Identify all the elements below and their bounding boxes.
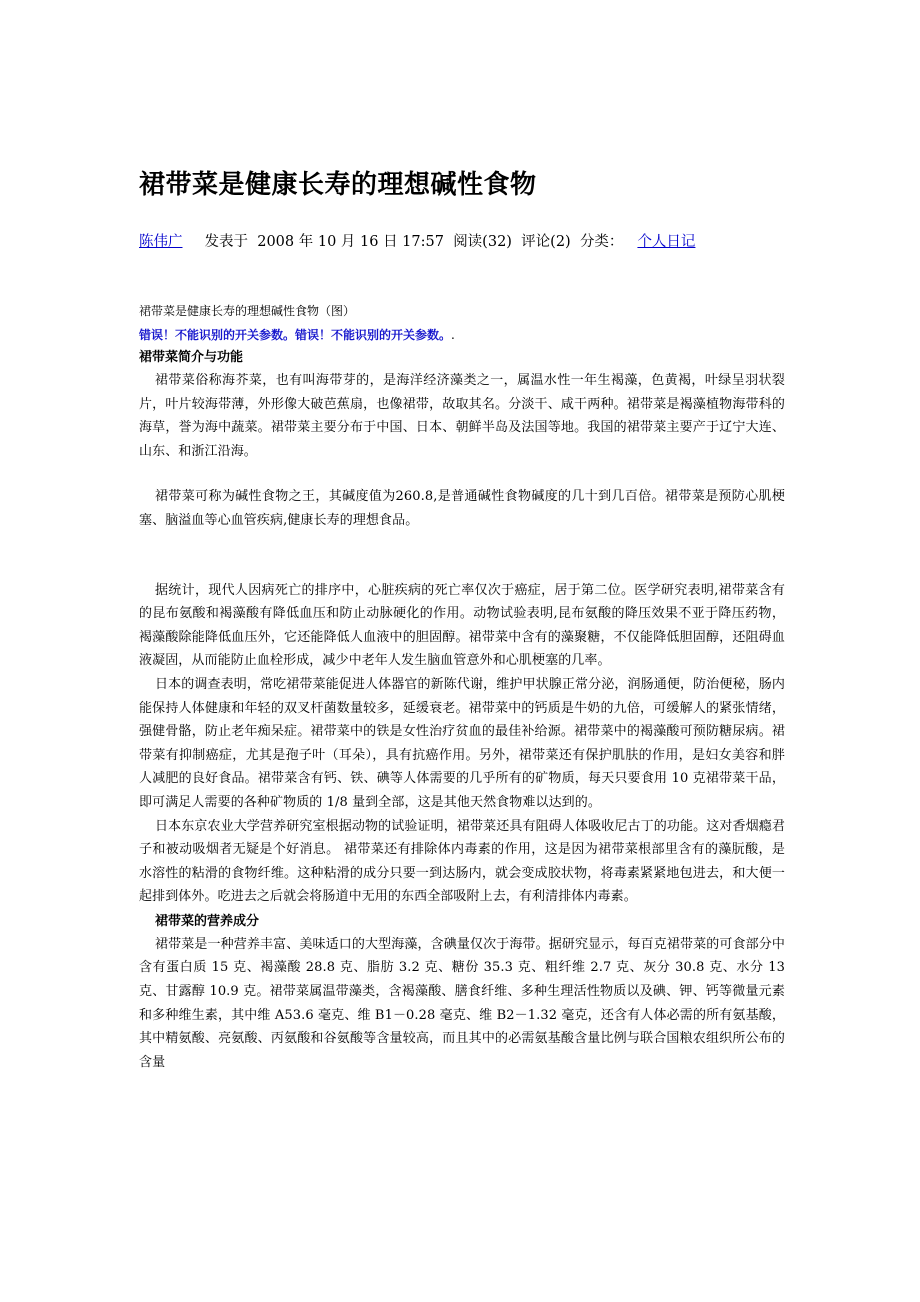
error-tail: . [451,328,455,342]
article-meta [139,230,695,251]
article-body [139,301,785,1074]
section-heading-nutrition: 裙带菜的营养成分 [155,913,260,929]
category-link[interactable]: 个人日记 [637,234,696,250]
paragraph: 据统计，现代人因病死亡的排序中，心脏疾病的死亡率仅次于癌症，居于第二位。医学研究表明,裙带菜含有的昆布氨酸和褐藻酸有降低血压和防止动脉硬化的作用。动物试验表明,昆布氨酸的降压效果不亚于降压药物，褐藻酸除能降低血压外，它还能降低人血液中的胆固醇。裙带菜中含有的藻聚糖，不仅能降低胆固醇，还阻碍血液凝固，从而能防止血栓形成，减少中老年人发生脑血管意外和心肌梗塞的几率。 [139,582,785,669]
paragraph: 日本的调查表明，常吃裙带菜能促进人体器官的新陈代谢，维护甲状腺正常分泌，润肠通便，防治便秘，肠内能保持人体健康和年轻的双叉杆菌数量较多，延缓衰老。裙带菜中的钙质是牛奶的九倍，可缓解人的紧张情绪，强健骨骼，防止老年痴呆症。裙带菜中的铁是女性治疗贫血的最佳补给源。裙带菜中的褐藻酸可预防糖尿病。裙带菜有抑制癌症，尤其是孢子叶（耳朵），具有抗癌作用。另外，裙带菜还有保护肌肤的作用，是妇女美容和胖人减肥的良好食品。裙带菜含有钙、铁、碘等人体需要的几乎所有的矿物质，每天只要食用 10 克裙带菜干品，即可满足人需要的各种矿物质的 1/8 量到全部，这是其他天然食物难以达到的。 [139,676,785,810]
paragraph: 裙带菜可称为碱性食物之王，其碱度值为260.8,是普通碱性食物碱度的几十到几百倍。裙带菜是预防心肌梗塞、脑溢血等心血管疾病,健康长寿的理想食品。 [139,489,785,528]
comment-count: 评论(2) [521,234,571,250]
section-heading-intro: 裙带菜简介与功能 [139,350,244,365]
error-text: 错误！不能识别的开关参数。错误！不能识别的开关参数。 [139,328,452,342]
paragraph: 日本东京农业大学营养研究室根据动物的试验证明，裙带菜还具有阻碍人体吸收尼古丁的功能。这对香烟瘾君子和被动吸烟者无疑是个好消息。 裙带菜还有排除体内毒素的作用，这是因为裙带菜根部里含有的藻朊酸，是水溶性的粘滑的食物纤维。这种粘滑的成分只要一到达肠内，就会变成胶状物，将毒素紧紧地包进去，和大便一起排到体外。吃进去之后就会将肠道中无用的东西全部吸附上去，有利清排体内毒素。 [139,818,785,905]
paragraph: 裙带菜俗称海芥菜，也有叫海带芽的，是海洋经济藻类之一，属温水性一年生褐藻，色黄褐，叶绿呈羽状裂片，叶片较海带薄，外形像大破芭蕉扇，也像裙带，故取其名。分淡干、咸干两种。裙带菜是褐藻植物海带科的海草，誉为海中蔬菜。裙带菜主要分布于中国、日本、朝鲜半岛及法国等地。我国的裙带菜主要产于辽宁大连、山东、和浙江沿海。 [139,373,785,459]
author-link[interactable]: 陈伟广 [139,234,183,250]
post-datetime: 2008 年 10 月 16 日 17:57 [257,234,444,250]
category-label: 分类： [579,234,624,250]
paragraph: 裙带菜是一种营养丰富、美味适口的大型海藻，含碘量仅次于海带。据研究显示，每百克裙带菜的可食部分中含有蛋白质 15 克、褐藻酸 28.8 克、脂肪 3.2 克、糖份 35.3 克、粗纤维 2.7 克、灰分 30.8 克、水分 13 克、甘露醇 10.9 克。裙带菜属温带藻类，含褐藻酸、膳食纤维、多种生理活性物质以及碘、钾、钙等微量元素和多种维生素，其中维 A53.6 毫克、维 B1－0.28 毫克、维 B2－1.32 毫克，还含有人体必需的所有氨基酸，其中精氨酸、亮氨酸、丙氨酸和谷氨酸等含量较高，而且其中的必需氨基酸含量比例与联合国粮农组织所公布的含量 [139,936,785,1070]
error-message [139,325,785,345]
posted-prefix: 发表于 [204,234,248,250]
image-caption: 裙带菜是健康长寿的理想碱性食物（图） [139,304,356,318]
article-title: 裙带菜是健康长寿的理想碱性食物 [139,170,537,200]
read-count: 阅读(32) [453,234,512,250]
